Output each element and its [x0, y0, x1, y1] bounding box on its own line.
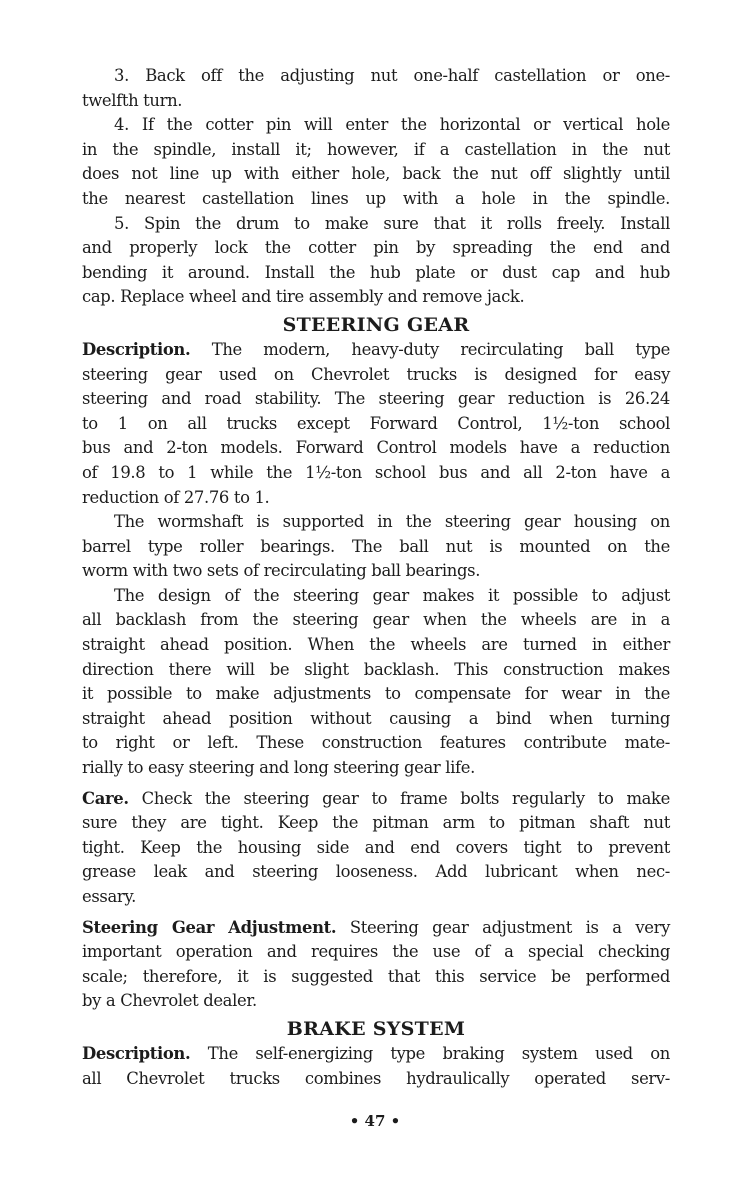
text-line: The wormshaft is supported in the steering gear housing on [114, 512, 670, 532]
text-line: The design of the steering gear makes it possible to adjust [114, 585, 670, 605]
text-line: steering and road stability. The steering gear reduction is 26.24 [82, 389, 670, 409]
text-line: straight ahead position. When the wheels are turned in either [82, 635, 670, 655]
text-line: straight ahead position without causing a bind when turning [82, 708, 670, 728]
run-in-label: Steering Gear Adjustment. [82, 917, 337, 937]
text-line: it possible to make adjustments to compensate for wear in the [82, 684, 670, 704]
text-line: worm with two sets of recirculating ball bearings. [82, 561, 481, 581]
run-in-label: Description. [82, 339, 191, 359]
text-run: The self-energizing type braking system used on [190, 1043, 670, 1063]
text-line: barrel type roller bearings. The ball nut is mounted on the [82, 536, 670, 556]
text-line: does not line up with either hole, back the nut off slightly until [82, 164, 670, 184]
text-line: reduction of 27.76 to 1. [82, 487, 270, 507]
manual-page [82, 64, 670, 1091]
text-line [82, 1042, 670, 1067]
text-line: steering gear used on Chevrolet trucks is designed for easy [82, 364, 670, 384]
text-line: twelfth turn. [82, 90, 183, 110]
text-run: The modern, heavy-duty recirculating ball type [190, 339, 670, 359]
brake-description-paragraph [82, 1042, 670, 1091]
adjustment-paragraph [82, 916, 670, 1014]
steering-description-paragraph [82, 338, 670, 510]
design-paragraph [82, 584, 670, 781]
text-line: direction there will be slight backlash. This construction makes [82, 659, 670, 679]
text-line: 4. If the cotter pin will enter the horizontal or vertical hole [114, 115, 670, 135]
text-line: sure they are tight. Keep the pitman arm to pitman shaft nut [82, 813, 670, 833]
text-run: Check the steering gear to frame bolts regularly to make [128, 788, 670, 808]
text-line: bending it around. Install the hub plate or dust cap and hub [82, 262, 670, 282]
text-line: essary. [82, 887, 136, 906]
text-line: grease leak and steering looseness. Add lubricant when nec- [82, 862, 670, 882]
text-line: and properly lock the cotter pin by spreading the end and [82, 238, 670, 258]
text-line: to 1 on all trucks except Forward Control, 1½-ton school [82, 413, 670, 433]
run-in-label: Description. [82, 1043, 191, 1063]
page-number: • 47 • [349, 1112, 401, 1130]
text-line: cap. Replace wheel and tire assembly and remove jack. [82, 287, 525, 307]
text-line: by a Chevrolet dealer. [82, 991, 257, 1011]
step-3-paragraph [82, 64, 670, 113]
text-line [82, 787, 670, 812]
text-line: the nearest castellation lines up with a hole in the spindle. [82, 188, 670, 208]
text-line: 5. Spin the drum to make sure that it rolls freely. Install [114, 213, 670, 233]
text-line: bus and 2-ton models. Forward Control models have a reduction [82, 438, 670, 458]
step-4-paragraph [82, 113, 670, 211]
care-paragraph [82, 787, 670, 910]
text-line: in the spindle, install it; however, if a castellation in the nut [82, 139, 670, 159]
section-heading-brake-system: BRAKE SYSTEM [286, 1017, 466, 1040]
text-line: all Chevrolet trucks combines hydraulically operated serv- [82, 1068, 670, 1088]
text-run: Steering gear adjustment is a very [336, 917, 670, 937]
wormshaft-paragraph [82, 510, 670, 584]
text-line [82, 916, 670, 941]
run-in-label: Care. [82, 788, 129, 808]
text-line: to right or left. These construction features contribute mate- [82, 733, 670, 753]
text-line: of 19.8 to 1 while the 1½-ton school bus and all 2-ton have a [82, 462, 670, 482]
text-line: scale; therefore, it is suggested that this service be performed [82, 966, 670, 986]
text-line: all backlash from the steering gear when the wheels are in a [82, 610, 670, 630]
text-line: rially to easy steering and long steering gear life. [82, 758, 475, 778]
text-line [82, 338, 670, 363]
step-5-paragraph [82, 212, 670, 310]
text-line: tight. Keep the housing side and end covers tight to prevent [82, 837, 670, 857]
section-heading-steering-gear: STEERING GEAR [282, 313, 470, 336]
text-line: important operation and requires the use of a special checking [82, 942, 670, 962]
text-line: 3. Back off the adjusting nut one-half castellation or one- [114, 66, 670, 85]
